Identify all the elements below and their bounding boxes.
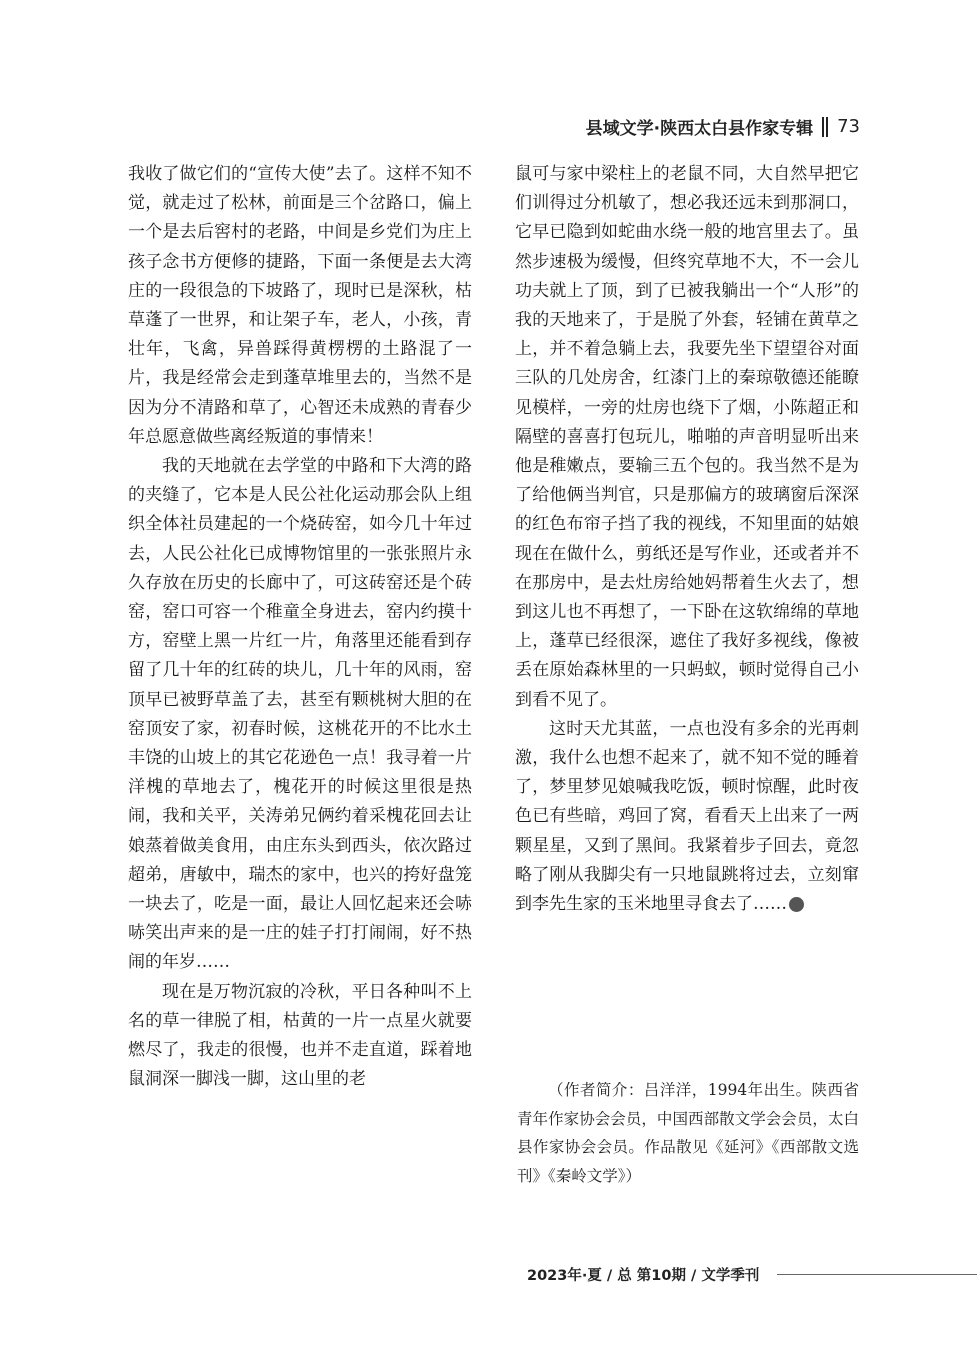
section-title: 县域文学·陕西太白县作家专辑	[585, 119, 814, 139]
right-column	[515, 160, 859, 919]
footer-rule	[777, 1274, 977, 1275]
left-column	[128, 160, 472, 1095]
footer	[527, 1263, 977, 1285]
paragraph-text: 这时天尤其蓝，一点也没有多余的光再刺激，我什么也想不起来了，就不知不觉的睡着了，梦里梦见娘喊我吃饭，顿时惊醒，此时夜色已有些暗，鸡回了窝，看看天上出来了一两颗星星，又到了黑间。我紧着步子回去，竟忽略了刚从我脚尖有一只地鼠跳将过去，立刻窜到李先生家的玉米地里寻食去了……	[515, 718, 859, 915]
running-header	[586, 114, 860, 139]
paragraph: 我的天地就在去学堂的中路和下大湾的路的夹缝了，它本是人民公社化运动那会队上组织全体社员建起的一个烧砖窑，如今几十年过去，人民公社化已成博物馆里的一张张照片永久存放在历史的长廊中了，可这砖窑还是个砖窑，窑口可容一个稚童全身进去，窑内约摸十方，窑壁上黑一片红一片，角落里还能看到存留了几十年的红砖的块儿，几十年的风雨，窑顶早已被野草盖了去，甚至有颗桃树大胆的在窑顶安了家，初春时候，这桃花开的不比水土丰饶的山坡上的其它花逊色一点！我寻着一片洋槐的草地去了，槐花开的时候这里很是热闹，我和关平，关涛弟兄俩约着采槐花回去让娘蒸着做美食用，由庄东头到西头，依次路过超弟，唐敏中，瑞杰的家中，也兴的挎好盘笼一块去了，吃是一面，最让人回忆起来还会哧哧笑出声来的是一庄的娃子打打闹闹，好不热闹的年岁……	[128, 456, 472, 973]
paragraph: 我收了做它们的“宣传大使”去了。这样不知不觉，就走过了松林，前面是三个岔路口，偏上一个是去后窖村的老路，中间是乡党们为庄上孩子念书方便修的捷路，下面一条便是去大湾庄的一段很急的下坡路了，现时已是深秋，枯草蓬了一世界，和让架子车，老人，小孩，青壮年，飞禽，异兽踩得黄楞楞的土路混了一片，我是经常会走到蓬草堆里去的，当然不是因为分不清路和草了，心智还未成熟的青春少年总愿意做些离经叛道的事情来！	[128, 164, 472, 447]
author-bio: （作者简介：吕洋洋，1994年出生。陕西省青年作家协会会员，中国西部散文学会会员，太白县作家协会会员。作品散见《延河》《西部散文选刊》《秦岭文学》）	[517, 1081, 859, 1185]
paragraph: 鼠可与家中梁柱上的老鼠不同，大自然早把它们训得过分机敏了，想必我还远未到那洞口，它早已隐到如蛇曲水绕一般的地宫里去了。虽然步速极为缓慢，但终究草地不大，不一会儿功夫就上了顶，到了已被我躺出一个“人形”的我的天地来了，于是脱了外套，轻铺在黄草之上，并不着急躺上去，我要先坐下望望谷对面三队的几处房舍，红漆门上的秦琼敬德还能瞭见模样，一旁的灶房也绕下了烟，小陈超正和隔壁的喜喜打包玩儿，啪啪的声音明显听出来他是稚嫩点，要输三五个包的。我当然不是为了给他俩当判官，只是那偏方的玻璃窗后深深的红色布帘子挡了我的视线，不知里面的姑娘现在在做什么，剪纸还是写作业，还或者并不在那房中，是去灶房给她妈帮着生火去了，想到这儿也不再想了，一下卧在这软绵绵的草地上，蓬草已经很深，遮住了我好多视线，像被丢在原始森林里的一只蚂蚁，顿时觉得自己小到看不见了。	[515, 164, 859, 710]
end-of-article-icon: ⚑	[789, 897, 804, 912]
issue-info: 2023年·夏 / 总 第10期 / 文学季刊	[527, 1267, 760, 1284]
paragraph	[515, 715, 859, 919]
page-number: 73	[837, 116, 860, 137]
header-separator	[822, 117, 828, 137]
paragraph: 现在是万物沉寂的冷秋，平日各种叫不上名的草一律脱了相，枯黄的一片一点星火就要燃尽了，我走的很慢，也并不走直道，踩着地鼠洞深一脚浅一脚，这山里的老	[128, 981, 472, 1090]
